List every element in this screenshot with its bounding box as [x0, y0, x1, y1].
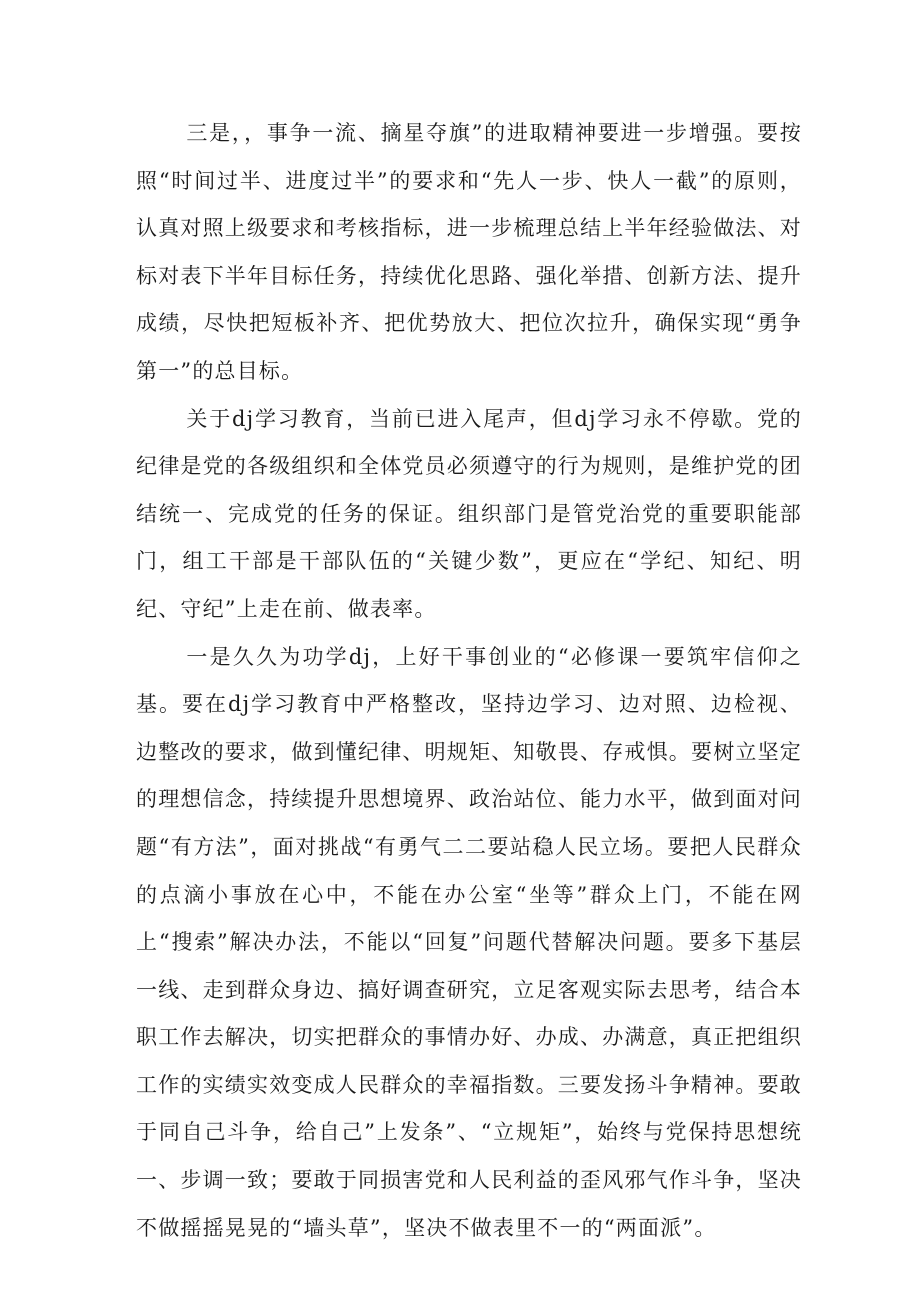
paragraph-goal-spirit: 三是，，事争一流、摘星夺旗”的进取精神要进一步增强。要按照“时间过半、进度过半”的要求和“先人一步、快人一截”的原则，认真对照上级要求和考核指标，进一步梳理总结上半年经验做法、对标对表下半年目标任务，持续优化思路、强化举措、创新方法、提升成绩，尽快把短板补齐、把优势放大、把位次拉升，确保实现“勇争第一”的总目标。: [136, 121, 802, 383]
paragraph-study-requirements: 一是久久为功学dj，上好干事创业的“必修课一要筑牢信仰之基。要在dj学习教育中严格整改，坚持边学习、边对照、边检视、边整改的要求，做到懂纪律、明规矩、知敬畏、存戒惧。要树立坚定的理想信念，持续提升思想境界、政治站位、能力水平，做到面对问题“有方法”，面对挑战“有勇气二二要站稳人民立场。要把人民群众的点滴小事放在心中，不能在办公室“坐等”群众上门，不能在网上“搜索”解决办法，不能以“回复”问题代替解决问题。要多下基层一线、走到群众身边、搞好调查研究，立足客观实际去思考，结合本职工作去解决，切实把群众的事情办好、办成、办满意，真正把组织工作的实绩实效变成人民群众的幸福指数。三要发扬斗争精神。要敢于同自己斗争，给自己”上发条”、“立规矩”，始终与党保持思想统一、步调一致；要敢于同损害党和人民利益的歪风邪气作斗争，坚决不做摇摇晃晃的“墙头草”，坚决不做表里不一的“两面派”。: [136, 644, 802, 1240]
paragraph-discipline-education: 关于dj学习教育，当前已进入尾声，但dj学习永不停歇。党的纪律是党的各级组织和全体党员必须遵守的行为规则，是维护党的团结统一、完成党的任务的保证。组织部门是管党治党的重要职能部门，组工干部是干部队伍的“关键少数”，更应在“学纪、知纪、明纪、守纪”上走在前、做表率。: [136, 406, 802, 621]
document-body: [136, 110, 802, 1252]
